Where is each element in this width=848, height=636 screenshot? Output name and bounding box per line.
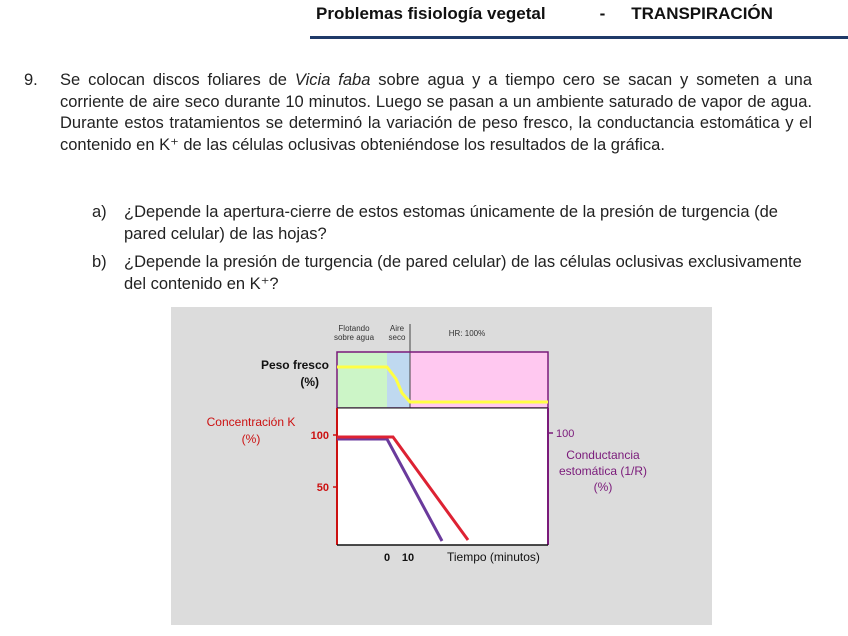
header-title: Problemas fisiología vegetal	[316, 4, 546, 23]
question-number: 9.	[24, 71, 38, 89]
phase-air-label-2: seco	[388, 333, 406, 342]
sub-question-b-text: ¿Depende la presión de turgencia (de pared celular) de las células oclusivas exclusivamente del contenido en K⁺?	[124, 253, 802, 293]
k-ticklabel-50: 50	[316, 482, 329, 494]
phase-floating-region	[337, 352, 387, 408]
cond-ylabel-1: Conductancia	[566, 448, 640, 462]
phase-air-label-1: Aire	[389, 324, 405, 333]
cond-ticklabel-100: 100	[556, 428, 575, 440]
k-ylabel-2: (%)	[241, 432, 261, 446]
question-text	[60, 70, 812, 156]
figure-diagram	[171, 307, 712, 625]
sub-question-a-label: a)	[92, 203, 107, 221]
phase-floating-label-1: Flotando	[338, 324, 370, 333]
k-ylabel-1: Concentración K	[206, 415, 296, 429]
sub-question-b-label: b)	[92, 253, 107, 271]
figure-panel	[171, 307, 712, 625]
question-text-after: sobre agua y a tiempo cero se sacan y someten a una corriente de aire seco durante 10 minutos. Luego se pasan a un ambiente saturado de vapor de agua. Durante estos tratamientos se determinó la variación de peso fresco, la conductancia estomática y el contenido en K⁺ de las células oclusivas obteniéndose los resultados de la gráfica.	[60, 71, 812, 154]
bottom-plot-area	[337, 408, 548, 545]
fresh-weight-ylabel-1: Peso fresco	[260, 358, 329, 372]
phase-hr-label: HR: 100%	[448, 329, 486, 338]
sub-question-a-text: ¿Depende la apertura-cierre de estos estomas únicamente de la presión de turgencia (de pared celular) de las hojas?	[124, 203, 778, 243]
species-name: Vicia faba	[294, 71, 371, 89]
bottom-xtick-10: 10	[401, 552, 415, 564]
bottom-xtick-0: 0	[383, 552, 391, 564]
header-rule	[310, 36, 848, 39]
header-title-line	[316, 4, 773, 24]
cond-ylabel-2: estomática (1/R)	[558, 464, 648, 478]
phase-hr-region	[410, 352, 548, 408]
header-topic: TRANSPIRACIÓN	[631, 4, 773, 23]
header-separator: -	[599, 4, 606, 23]
cond-ylabel-3: (%)	[593, 480, 613, 494]
fresh-weight-ylabel-2: (%)	[300, 375, 319, 389]
bottom-xlabel: Tiempo (minutos)	[447, 550, 540, 564]
phase-floating-label-2: sobre agua	[333, 333, 375, 342]
question-text-before: Se colocan discos foliares de	[60, 71, 295, 89]
k-ticklabel-100: 100	[310, 430, 329, 442]
